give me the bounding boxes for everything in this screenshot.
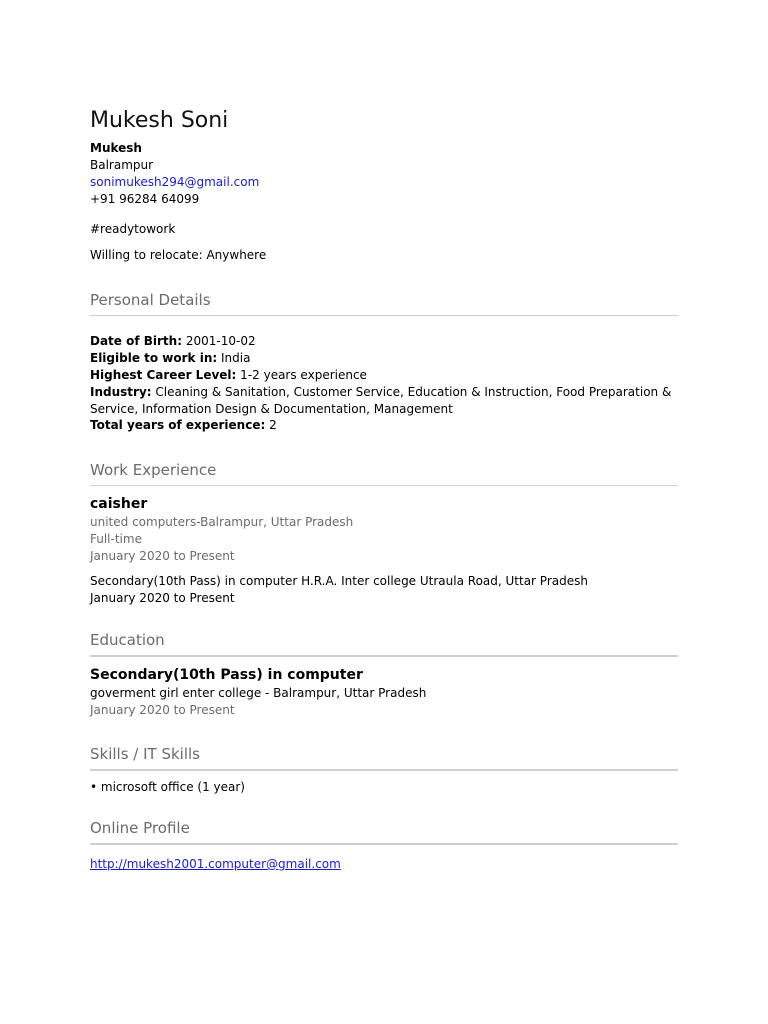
section-title-personal: Personal Details xyxy=(90,291,211,309)
eligible-label: Eligible to work in: xyxy=(90,351,218,365)
career-level-row xyxy=(90,367,367,383)
dob-row xyxy=(90,333,256,349)
job-type: Full-time xyxy=(90,532,142,546)
degree: Secondary(10th Pass) in computer xyxy=(90,667,363,683)
section-title-skills: Skills / IT Skills xyxy=(90,745,200,763)
section-title-education: Education xyxy=(90,631,165,649)
industry-value: Cleaning & Sanitation, Customer Service, Education & Instruction, Food Preparation & Service, Information Design & Documentation, Management xyxy=(90,385,672,416)
company: united computers-Balrampur, Uttar Pradesh xyxy=(90,515,354,529)
job-description-dates: January 2020 to Present xyxy=(90,591,235,605)
education-dates: January 2020 to Present xyxy=(90,703,235,717)
hashtag: #readytowork xyxy=(90,222,176,236)
total-experience-value: 2 xyxy=(269,418,277,432)
divider xyxy=(90,843,678,845)
total-experience-label: Total years of experience: xyxy=(90,418,266,432)
divider xyxy=(90,315,678,316)
school: goverment girl enter college - Balrampur, Uttar Pradesh xyxy=(90,686,427,700)
dob-label: Date of Birth: xyxy=(90,334,183,348)
total-experience-row xyxy=(90,417,277,433)
divider xyxy=(90,769,678,771)
section-title-work: Work Experience xyxy=(90,461,217,479)
phone: +91 96284 64099 xyxy=(90,192,200,206)
first-name: Mukesh xyxy=(90,141,142,155)
divider xyxy=(90,655,678,657)
section-title-online: Online Profile xyxy=(90,819,190,837)
job-description: Secondary(10th Pass) in computer H.R.A. Inter college Utraula Road, Uttar Pradesh xyxy=(90,574,588,588)
eligible-row xyxy=(90,350,250,366)
industry-label: Industry: xyxy=(90,385,152,399)
eligible-value: India xyxy=(221,351,251,365)
divider xyxy=(90,485,678,486)
career-level-value: 1-2 years experience xyxy=(240,368,367,382)
email-link[interactable]: sonimukesh294@gmail.com xyxy=(90,175,260,189)
online-profile-link[interactable]: http://mukesh2001.computer@gmail.com xyxy=(90,857,341,871)
city: Balrampur xyxy=(90,158,154,172)
job-dates: January 2020 to Present xyxy=(90,549,235,563)
resume-name: Mukesh Soni xyxy=(90,108,229,133)
dob-value: 2001-10-02 xyxy=(185,334,256,348)
relocate-text: Willing to relocate: Anywhere xyxy=(90,248,267,262)
career-level-label: Highest Career Level: xyxy=(90,368,237,382)
skill-item: • microsoft office (1 year) xyxy=(90,780,245,794)
job-title: caisher xyxy=(90,496,148,512)
industry-row xyxy=(90,384,678,418)
